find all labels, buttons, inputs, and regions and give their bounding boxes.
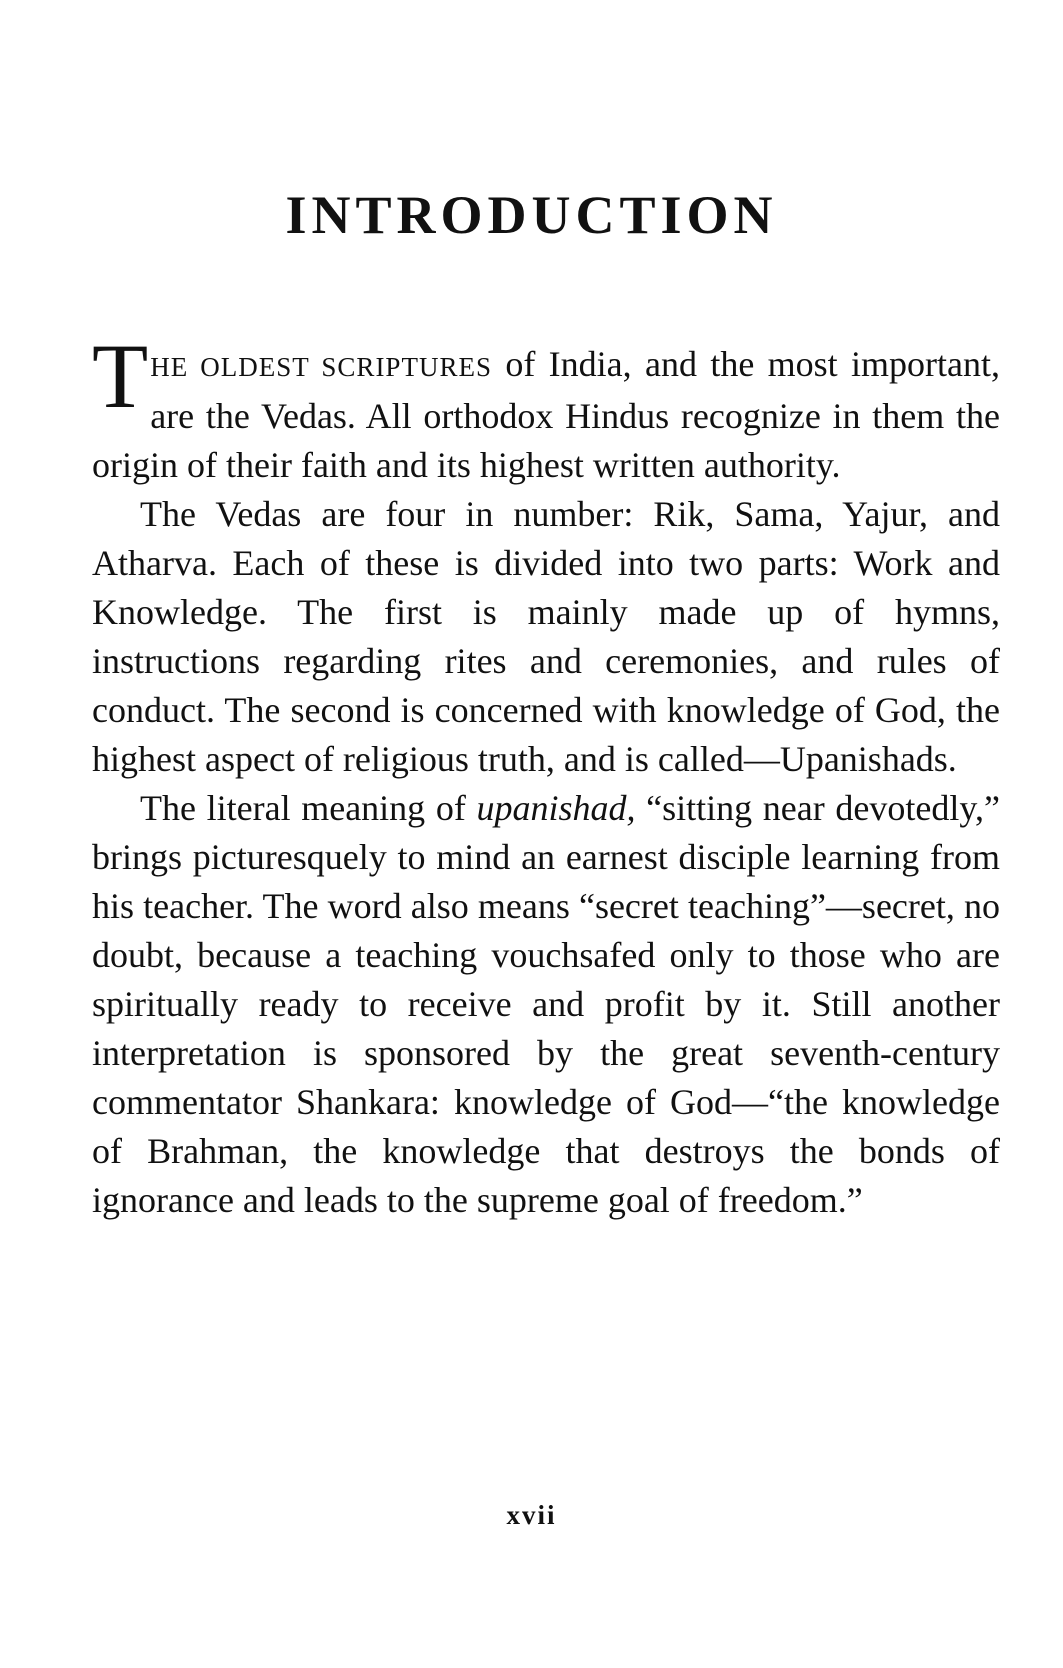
paragraph-2: The Vedas are four in number: Rik, Sama, Yajur, and Atharva. Each of these is divided into two parts: Work and Knowledge. The first is mainly made up of hymns, instructions regarding rites and ceremonies, and rules of conduct. The second is concerned with knowledge of God, the highest aspect of religious truth, and is called—Upanishads. [92,494,1000,779]
paragraph-3 [92,784,1000,1225]
body-text [92,325,1001,1225]
page-number: xvii [506,1500,557,1530]
paragraph-1-text: of India, and the most important, are the Vedas. All orthodox Hindus recognize in them the origin of their faith and its highest written authority. [92,344,1001,485]
paragraph-3-before: The literal meaning of [140,788,477,828]
paragraph-3-after: “sitting near devotedly,” brings picturesquely to mind an earnest disciple learning from his teacher. The word also means “secret teaching”—secret, no doubt, because a teaching vouchsafed only to those who are spiritually ready to receive and profit by it. Still another interpretation is sponsored by the great seventh-century commentator Shankara: knowledge of God—“the knowledge of Brahman, the knowledge that destroys the bonds of ignorance and leads to the supreme goal of freedom.” [92,788,1000,1220]
drop-cap: T [92,325,149,427]
paragraph-1 [92,325,1001,490]
italic-term: upanishad, [476,788,636,828]
lead-small-caps: HE OLDEST SCRIPTURES [150,352,492,382]
page-title: INTRODUCTION [285,185,778,245]
